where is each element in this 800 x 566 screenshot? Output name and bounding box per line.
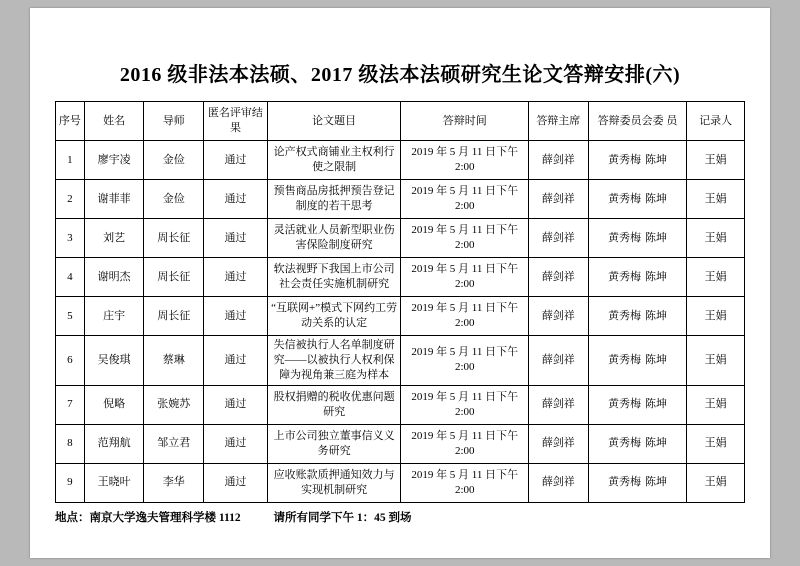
cell-name: 范翔航 — [84, 424, 144, 463]
committee-member: 黄秀梅 — [608, 192, 641, 205]
column-header-recorder: 记录人 — [687, 102, 745, 141]
table-body — [56, 141, 745, 503]
cell-time: 2019 年 5 月 11 日下午 2:00 — [401, 141, 529, 180]
cell-chair: 薛剑祥 — [529, 180, 589, 219]
column-header-advisor: 导师 — [144, 102, 204, 141]
cell-review-result: 通过 — [204, 385, 268, 424]
cell-topic: 失信被执行人名单制度研究——以被执行人权利保障为视角兼三庭为样本 — [267, 336, 401, 386]
cell-recorder: 王娟 — [687, 180, 745, 219]
cell-seq: 3 — [56, 219, 85, 258]
cell-review-result: 通过 — [204, 141, 268, 180]
cell-recorder: 王娟 — [687, 297, 745, 336]
footer-note — [55, 509, 745, 525]
cell-time: 2019 年 5 月 11 日下午 2:00 — [401, 424, 529, 463]
cell-name: 庄宇 — [84, 297, 144, 336]
cell-chair: 薛剑祥 — [529, 141, 589, 180]
committee-member: 陈坤 — [645, 309, 667, 322]
cell-committee-members — [588, 336, 687, 386]
cell-chair: 薛剑祥 — [529, 385, 589, 424]
cell-seq: 1 — [56, 141, 85, 180]
cell-committee-members — [588, 141, 687, 180]
table-row — [56, 180, 745, 219]
cell-committee-members — [588, 424, 687, 463]
cell-review-result: 通过 — [204, 258, 268, 297]
schedule-table-wrapper — [55, 101, 745, 503]
cell-review-result: 通过 — [204, 424, 268, 463]
cell-time: 2019 年 5 月 11 日下午 2:00 — [401, 385, 529, 424]
table-row — [56, 385, 745, 424]
cell-chair: 薛剑祥 — [529, 219, 589, 258]
cell-advisor: 李华 — [144, 463, 204, 502]
cell-review-result: 通过 — [204, 336, 268, 386]
table-row — [56, 258, 745, 297]
committee-member: 陈坤 — [645, 153, 667, 166]
cell-committee-members — [588, 297, 687, 336]
committee-member: 陈坤 — [645, 270, 667, 283]
table-row — [56, 297, 745, 336]
committee-member: 陈坤 — [645, 398, 667, 411]
cell-time: 2019 年 5 月 11 日下午 2:00 — [401, 297, 529, 336]
cell-seq: 6 — [56, 336, 85, 386]
column-header-seq: 序号 — [56, 102, 85, 141]
cell-committee-members — [588, 463, 687, 502]
column-header-topic: 论文题目 — [267, 102, 401, 141]
committee-member: 黄秀梅 — [608, 309, 641, 322]
cell-recorder: 王娟 — [687, 219, 745, 258]
defense-schedule-table — [55, 101, 745, 503]
cell-chair: 薛剑祥 — [529, 424, 589, 463]
cell-name: 谢菲菲 — [84, 180, 144, 219]
cell-time: 2019 年 5 月 11 日下午 2:00 — [401, 180, 529, 219]
cell-seq: 7 — [56, 385, 85, 424]
cell-committee-members — [588, 219, 687, 258]
table-row — [56, 463, 745, 502]
cell-review-result: 通过 — [204, 219, 268, 258]
table-header-row — [56, 102, 745, 141]
cell-seq: 5 — [56, 297, 85, 336]
cell-advisor: 蔡琳 — [144, 336, 204, 386]
committee-member: 黄秀梅 — [608, 270, 641, 283]
cell-name: 廖宇凌 — [84, 141, 144, 180]
cell-chair: 薛剑祥 — [529, 297, 589, 336]
cell-topic: 应收账款质押通知效力与实现机制研究 — [267, 463, 401, 502]
committee-member: 陈坤 — [645, 437, 667, 450]
cell-topic: 论产权式商铺业主权利行使之限制 — [267, 141, 401, 180]
table-header — [56, 102, 745, 141]
cell-advisor: 邹立君 — [144, 424, 204, 463]
cell-name: 谢明杰 — [84, 258, 144, 297]
committee-member: 陈坤 — [645, 476, 667, 489]
cell-advisor: 周长征 — [144, 258, 204, 297]
cell-recorder: 王娟 — [687, 424, 745, 463]
column-header-time: 答辩时间 — [401, 102, 529, 141]
cell-committee-members — [588, 385, 687, 424]
cell-recorder: 王娟 — [687, 258, 745, 297]
committee-member: 陈坤 — [645, 353, 667, 366]
committee-member: 陈坤 — [645, 231, 667, 244]
column-header-name: 姓名 — [84, 102, 144, 141]
cell-advisor: 周长征 — [144, 297, 204, 336]
cell-time: 2019 年 5 月 11 日下午 2:00 — [401, 219, 529, 258]
cell-advisor: 金俭 — [144, 180, 204, 219]
cell-seq: 9 — [56, 463, 85, 502]
cell-review-result: 通过 — [204, 297, 268, 336]
cell-topic: 灵活就业人员新型职业伤害保险制度研究 — [267, 219, 401, 258]
cell-recorder: 王娟 — [687, 385, 745, 424]
cell-time: 2019 年 5 月 11 日下午 2:00 — [401, 463, 529, 502]
cell-time: 2019 年 5 月 11 日下午 2:00 — [401, 336, 529, 386]
table-row — [56, 336, 745, 386]
cell-review-result: 通过 — [204, 463, 268, 502]
committee-member: 黄秀梅 — [608, 437, 641, 450]
column-header-review-result: 匿名评审结果 — [204, 102, 268, 141]
committee-member: 黄秀梅 — [608, 353, 641, 366]
cell-topic: 软法视野下我国上市公司社会责任实施机制研究 — [267, 258, 401, 297]
committee-member: 黄秀梅 — [608, 153, 641, 166]
cell-seq: 4 — [56, 258, 85, 297]
cell-seq: 8 — [56, 424, 85, 463]
footer-place: 地点：南京大学逸夫管理科学楼 1112 — [55, 511, 241, 524]
committee-member: 黄秀梅 — [608, 231, 641, 244]
table-row — [56, 219, 745, 258]
page-title: 2016 级非法本法硕、2017 级法本法硕研究生论文答辩安排(六) — [119, 64, 681, 86]
cell-topic: 预售商品房抵押预告登记制度的若干思考 — [267, 180, 401, 219]
cell-seq: 2 — [56, 180, 85, 219]
cell-name: 王晓叶 — [84, 463, 144, 502]
cell-recorder: 王娟 — [687, 141, 745, 180]
cell-recorder: 王娟 — [687, 463, 745, 502]
cell-chair: 薛剑祥 — [529, 336, 589, 386]
cell-advisor: 金俭 — [144, 141, 204, 180]
cell-chair: 薛剑祥 — [529, 258, 589, 297]
cell-name: 倪略 — [84, 385, 144, 424]
column-header-chair: 答辩主席 — [529, 102, 589, 141]
document-page — [30, 8, 770, 558]
committee-member: 黄秀梅 — [608, 476, 641, 489]
cell-time: 2019 年 5 月 11 日下午 2:00 — [401, 258, 529, 297]
cell-topic: 上市公司独立董事信义义务研究 — [267, 424, 401, 463]
cell-recorder: 王娟 — [687, 336, 745, 386]
cell-topic: “互联网+”模式下网约工劳动关系的认定 — [267, 297, 401, 336]
committee-member: 陈坤 — [645, 192, 667, 205]
footer-notice: 请所有同学下午 1：45 到场 — [273, 511, 412, 524]
cell-review-result: 通过 — [204, 180, 268, 219]
cell-committee-members — [588, 180, 687, 219]
committee-member: 黄秀梅 — [608, 398, 641, 411]
table-row — [56, 424, 745, 463]
cell-advisor: 周长征 — [144, 219, 204, 258]
cell-name: 刘艺 — [84, 219, 144, 258]
cell-topic: 股权捐赠的税收优惠问题研究 — [267, 385, 401, 424]
column-header-committee-members: 答辩委员会委 员 — [588, 102, 687, 141]
cell-name: 吴俊琪 — [84, 336, 144, 386]
cell-advisor: 张婉苏 — [144, 385, 204, 424]
cell-chair: 薛剑祥 — [529, 463, 589, 502]
table-row — [56, 141, 745, 180]
cell-committee-members — [588, 258, 687, 297]
